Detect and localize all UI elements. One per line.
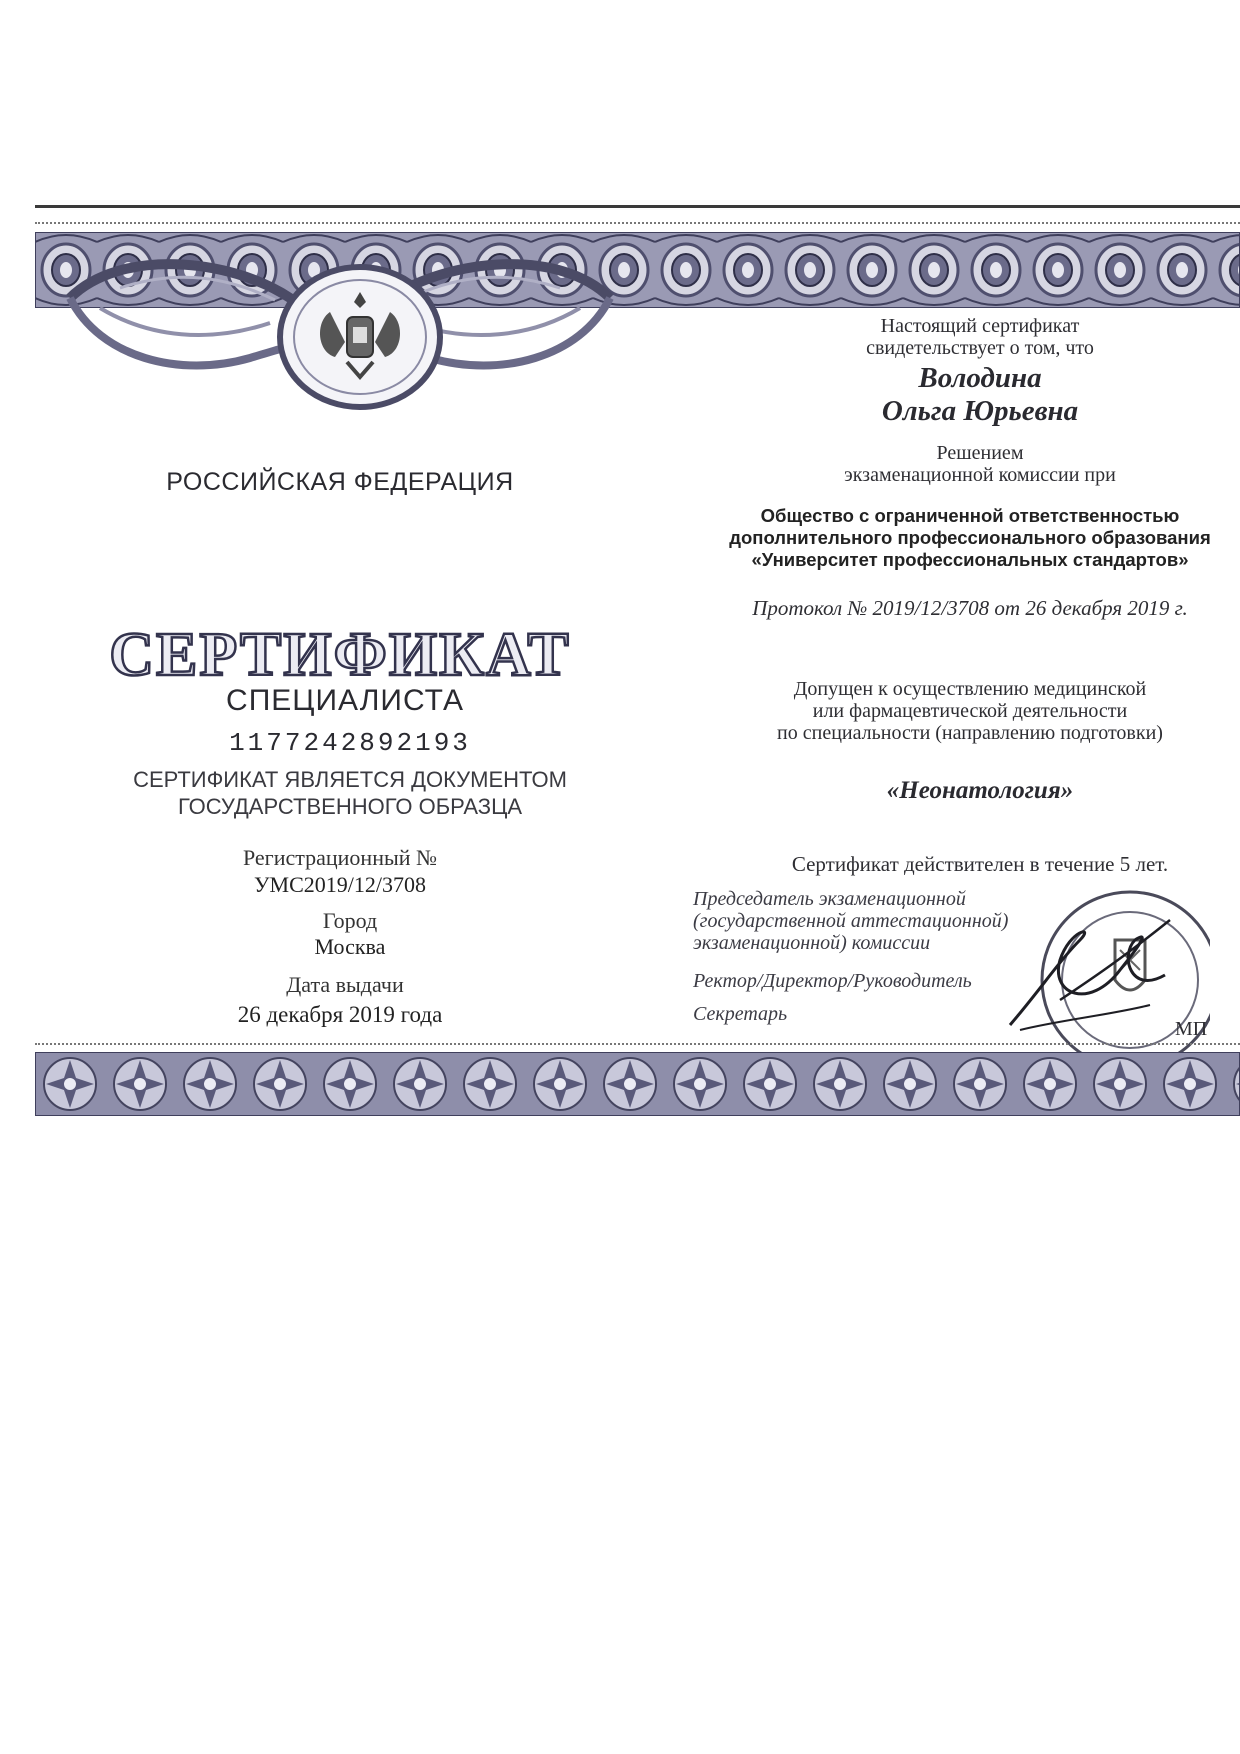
registration-label: Регистрационный №	[242, 845, 438, 870]
organization-line-1: Общество с ограниченной ответственностью	[760, 505, 1180, 526]
admitted-line-3: по специальности (направлению подготовки)	[777, 722, 1163, 744]
certificate-number: 1177242892193	[229, 728, 471, 758]
certificate-subtitle: СПЕЦИАЛИСТА	[226, 684, 464, 717]
rector-line: Ректор/Директор/Руководитель	[693, 970, 972, 992]
decision-line-2: экзаменационной комиссии при	[844, 464, 1116, 486]
validity-line: Сертификат действителен в течение 5 лет.	[791, 852, 1169, 876]
city-value: Москва	[314, 934, 386, 959]
organization-line-2: дополнительного профессионального образования	[729, 527, 1211, 548]
chair-line-1: Председатель экзаменационной	[693, 888, 966, 910]
chair-line-3: экзаменационной) комиссии	[693, 932, 931, 954]
specialty-name: «Неонатология»	[886, 777, 1074, 804]
holder-given-names: Ольга Юрьевна	[881, 395, 1079, 427]
decision-line-1: Решением	[936, 442, 1024, 464]
stamp-place-mark: МП	[1175, 1018, 1208, 1040]
document-status-line-2: ГОСУДАРСТВЕННОГО ОБРАЗЦА	[177, 794, 523, 819]
handwritten-signature	[1000, 900, 1200, 1040]
dotted-rule-bottom	[35, 1043, 1240, 1047]
document-status-note	[110, 766, 590, 820]
double-headed-eagle-emblem	[275, 262, 445, 412]
city-label: Город	[322, 908, 378, 933]
issue-date-label: Дата выдачи	[286, 972, 404, 997]
admitted-line-2: или фармацевтической деятельности	[812, 700, 1128, 722]
holder-surname: Володина	[918, 362, 1042, 394]
registration-value: УМС2019/12/3708	[253, 872, 427, 897]
dotted-rule-top	[35, 222, 1240, 226]
certificate-title	[110, 615, 570, 690]
certificate-title-text: СЕРТИФИКАТ	[110, 621, 570, 689]
issue-date-value: 26 декабря 2019 года	[237, 1002, 443, 1027]
intro-line-1: Настоящий сертификат	[880, 315, 1080, 337]
organization-line-3: «Университет профессиональных стандартов»	[751, 549, 1189, 570]
admitted-line-1: Допущен к осуществлению медицинской	[793, 678, 1147, 700]
chair-line-2: (государственной аттестационной)	[693, 910, 1009, 932]
protocol-line: Протокол № 2019/12/3708 от 26 декабря 2019 г.	[752, 596, 1188, 620]
scan-edge-line	[35, 205, 1240, 208]
document-status-line-1: СЕРТИФИКАТ ЯВЛЯЕТСЯ ДОКУМЕНТОМ	[133, 767, 567, 792]
intro-line-2: свидетельствует о том, что	[866, 337, 1094, 359]
secretary-line: Секретарь	[693, 1003, 788, 1025]
bottom-guilloche-band	[35, 1052, 1240, 1116]
country-name: РОССИЙСКАЯ ФЕДЕРАЦИЯ	[166, 468, 514, 496]
